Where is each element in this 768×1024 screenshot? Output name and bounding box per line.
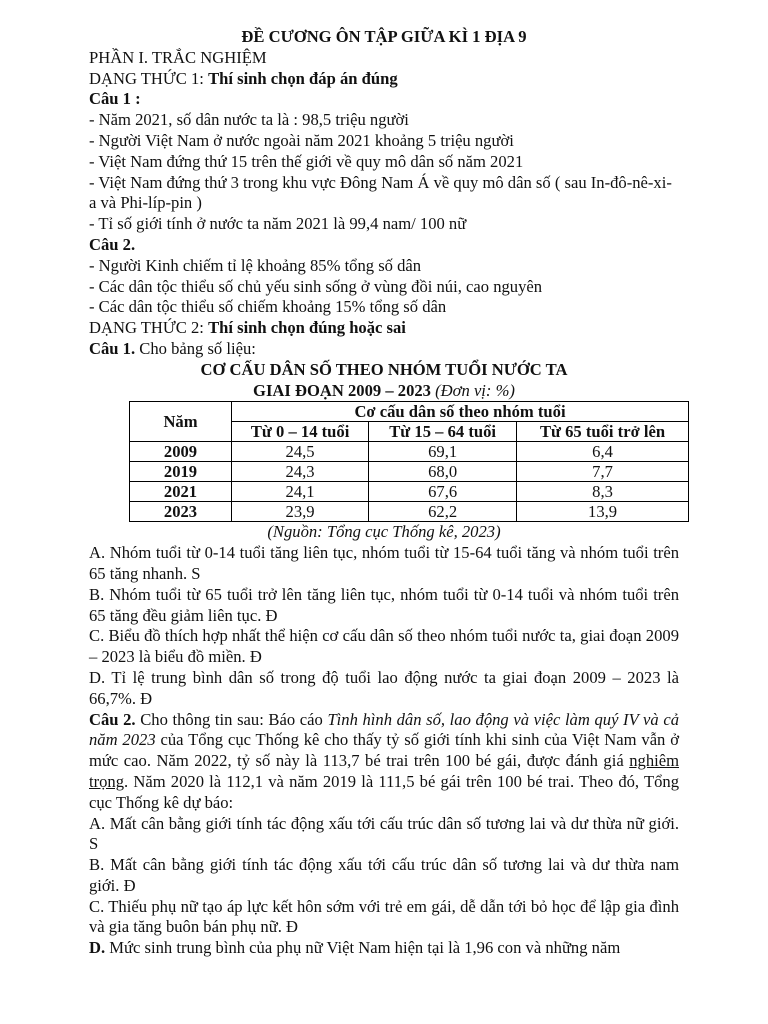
s2-option-c: C. Thiếu phụ nữ tạo áp lực kết hôn sớm với trẻ em gái, dễ dẫn tới bỏ học để lập gia đình và gia tăng buôn bán phụ nữ. Đ [89,896,679,937]
value-cell: 24,1 [232,482,369,502]
table-source: (Nguồn: Tổng cục Thống kê, 2023) [267,522,501,542]
s2-text1: của Tổng cục Thống kê cho thấy tỷ số giới tính khi sinh của Việt Nam vẫn ở mức cao. Năm 2022, tỷ số này là 113,7 bé trai trên 100 bé gái, được đánh giá [89,730,679,771]
value-cell: 62,2 [369,502,517,522]
table-subtitle [89,381,679,402]
q2-label: Câu 2. [89,234,136,254]
value-cell: 8,3 [517,482,689,502]
group-header: Cơ cấu dân số theo nhóm tuổi [232,402,689,422]
value-cell: 7,7 [517,462,689,482]
form2-instruction: Thí sinh chọn đúng hoặc sai [208,318,406,338]
q2-line: - Các dân tộc thiểu số chiếm khoảng 15% tổng số dân [89,297,447,317]
value-cell: 68,0 [369,462,517,482]
value-cell: 24,5 [232,442,369,462]
document-page [89,27,679,959]
s2-report-title: Tình hình dân số, lao động và việc làm quý IV và cả năm 2023 [89,709,679,750]
value-cell: 6,4 [517,442,689,462]
form1-heading [89,69,679,90]
s1-question [89,339,679,360]
table-title: CƠ CẤU DÂN SỐ THEO NHÓM TUỔI NƯỚC TA [200,359,568,379]
table-unit: (Đơn vị: %) [430,380,515,400]
value-cell: 67,6 [369,482,517,502]
q1-line: - Tỉ số giới tính ở nước ta năm 2021 là 99,4 nam/ 100 nữ [89,214,467,234]
table-row [130,482,689,502]
s2-option-a: A. Mất cân bằng giới tính tác động xấu tới cấu trúc dân số tương lai và dư thừa nữ giới. S [89,813,679,854]
table-row [130,442,689,462]
s2-underlined: nghiêm trọng [89,751,679,791]
year-cell: 2021 [130,482,232,502]
s2-option-d [89,938,679,959]
q1-line: - Việt Nam đứng thứ 15 trên thế giới về quy mô dân số năm 2021 [89,151,524,171]
form2-heading [89,318,679,339]
form1-prefix: DẠNG THỨC 1: [89,68,209,88]
s2-intro: Cho thông tin sau: Báo cáo [135,709,328,729]
s1-option-d: D. Tỉ lệ trung bình dân số trong độ tuổi lao động nước ta giai đoạn 2009 – 2023 là 66,7%. Đ [89,667,679,708]
column-header: Từ 65 tuổi trở lên [517,422,689,442]
q2-line: - Người Kinh chiếm tỉ lệ khoảng 85% tổng số dân [89,255,422,275]
s1-option-a: A. Nhóm tuổi từ 0-14 tuổi tăng liên tục, nhóm tuổi từ 15-64 tuổi tăng và nhóm tuổi trên 65 tăng nhanh. S [89,543,679,583]
table-period: GIAI ĐOẠN 2009 – 2023 [253,380,431,400]
s2-option-d-letter: D. [89,938,106,958]
s1-text: Cho bảng số liệu: [135,338,256,358]
table-row [130,462,689,482]
table-row [130,502,689,522]
year-cell: 2009 [130,442,232,462]
part-heading: PHẦN I. TRẮC NGHIỆM [89,47,267,67]
q1-line: - Người Việt Nam ở nước ngoài năm 2021 khoảng 5 triệu người [89,130,514,150]
q1-line: - Việt Nam đứng thứ 3 trong khu vực Đông Nam Á về quy mô dân số ( sau In-đô-nê-xi-a và Phi-líp-pin ) [89,172,672,213]
s2-question [89,710,679,814]
year-cell: 2023 [130,502,232,522]
value-cell: 23,9 [232,502,369,522]
s1-option-b: B. Nhóm tuổi từ 65 tuổi trở lên tăng liên tục, nhóm tuổi từ 0-14 tuổi và nhóm tuổi trên 65 tăng đều giảm liên tục. Đ [89,584,679,625]
column-header: Từ 0 – 14 tuổi [232,422,369,442]
year-cell: 2019 [130,462,232,482]
s1-label: Câu 1. [89,338,136,358]
population-structure-table [129,401,689,522]
value-cell: 13,9 [517,502,689,522]
form1-instruction: Thí sinh chọn đáp án đúng [208,68,398,88]
q1-line: - Năm 2021, số dân nước ta là : 98,5 triệu người [89,110,409,130]
s1-option-c: C. Biểu đồ thích hợp nhất thể hiện cơ cấu dân số theo nhóm tuổi nước ta, giai đoạn 2009 – 2023 là biểu đồ miền. Đ [89,626,679,667]
value-cell: 69,1 [369,442,517,462]
s2-option-d-text: Mức sinh trung bình của phụ nữ Việt Nam hiện tại là 1,96 con và những năm [105,938,621,958]
s2-text2: . Năm 2020 là 112,1 và năm 2019 là 111,5 bé gái trên 100 bé trai. Theo đó, Tổng cục Thống kê dự báo: [89,771,679,812]
value-cell: 24,3 [232,462,369,482]
year-header: Năm [130,402,232,442]
column-header: Từ 15 – 64 tuổi [369,422,517,442]
form2-prefix: DẠNG THỨC 2: [89,318,209,338]
q2-line: - Các dân tộc thiểu số chủ yếu sinh sống ở vùng đồi núi, cao nguyên [89,276,543,296]
s2-option-b: B. Mất cân bằng giới tính tác động xấu tới cấu trúc dân số tương lai và dư thừa nam giới. Đ [89,855,679,895]
document-title: ĐỀ CƯƠNG ÔN TẬP GIỮA KÌ 1 ĐỊA 9 [241,27,527,46]
q1-label: Câu 1 : [89,89,141,109]
s2-label: Câu 2. [89,709,136,729]
